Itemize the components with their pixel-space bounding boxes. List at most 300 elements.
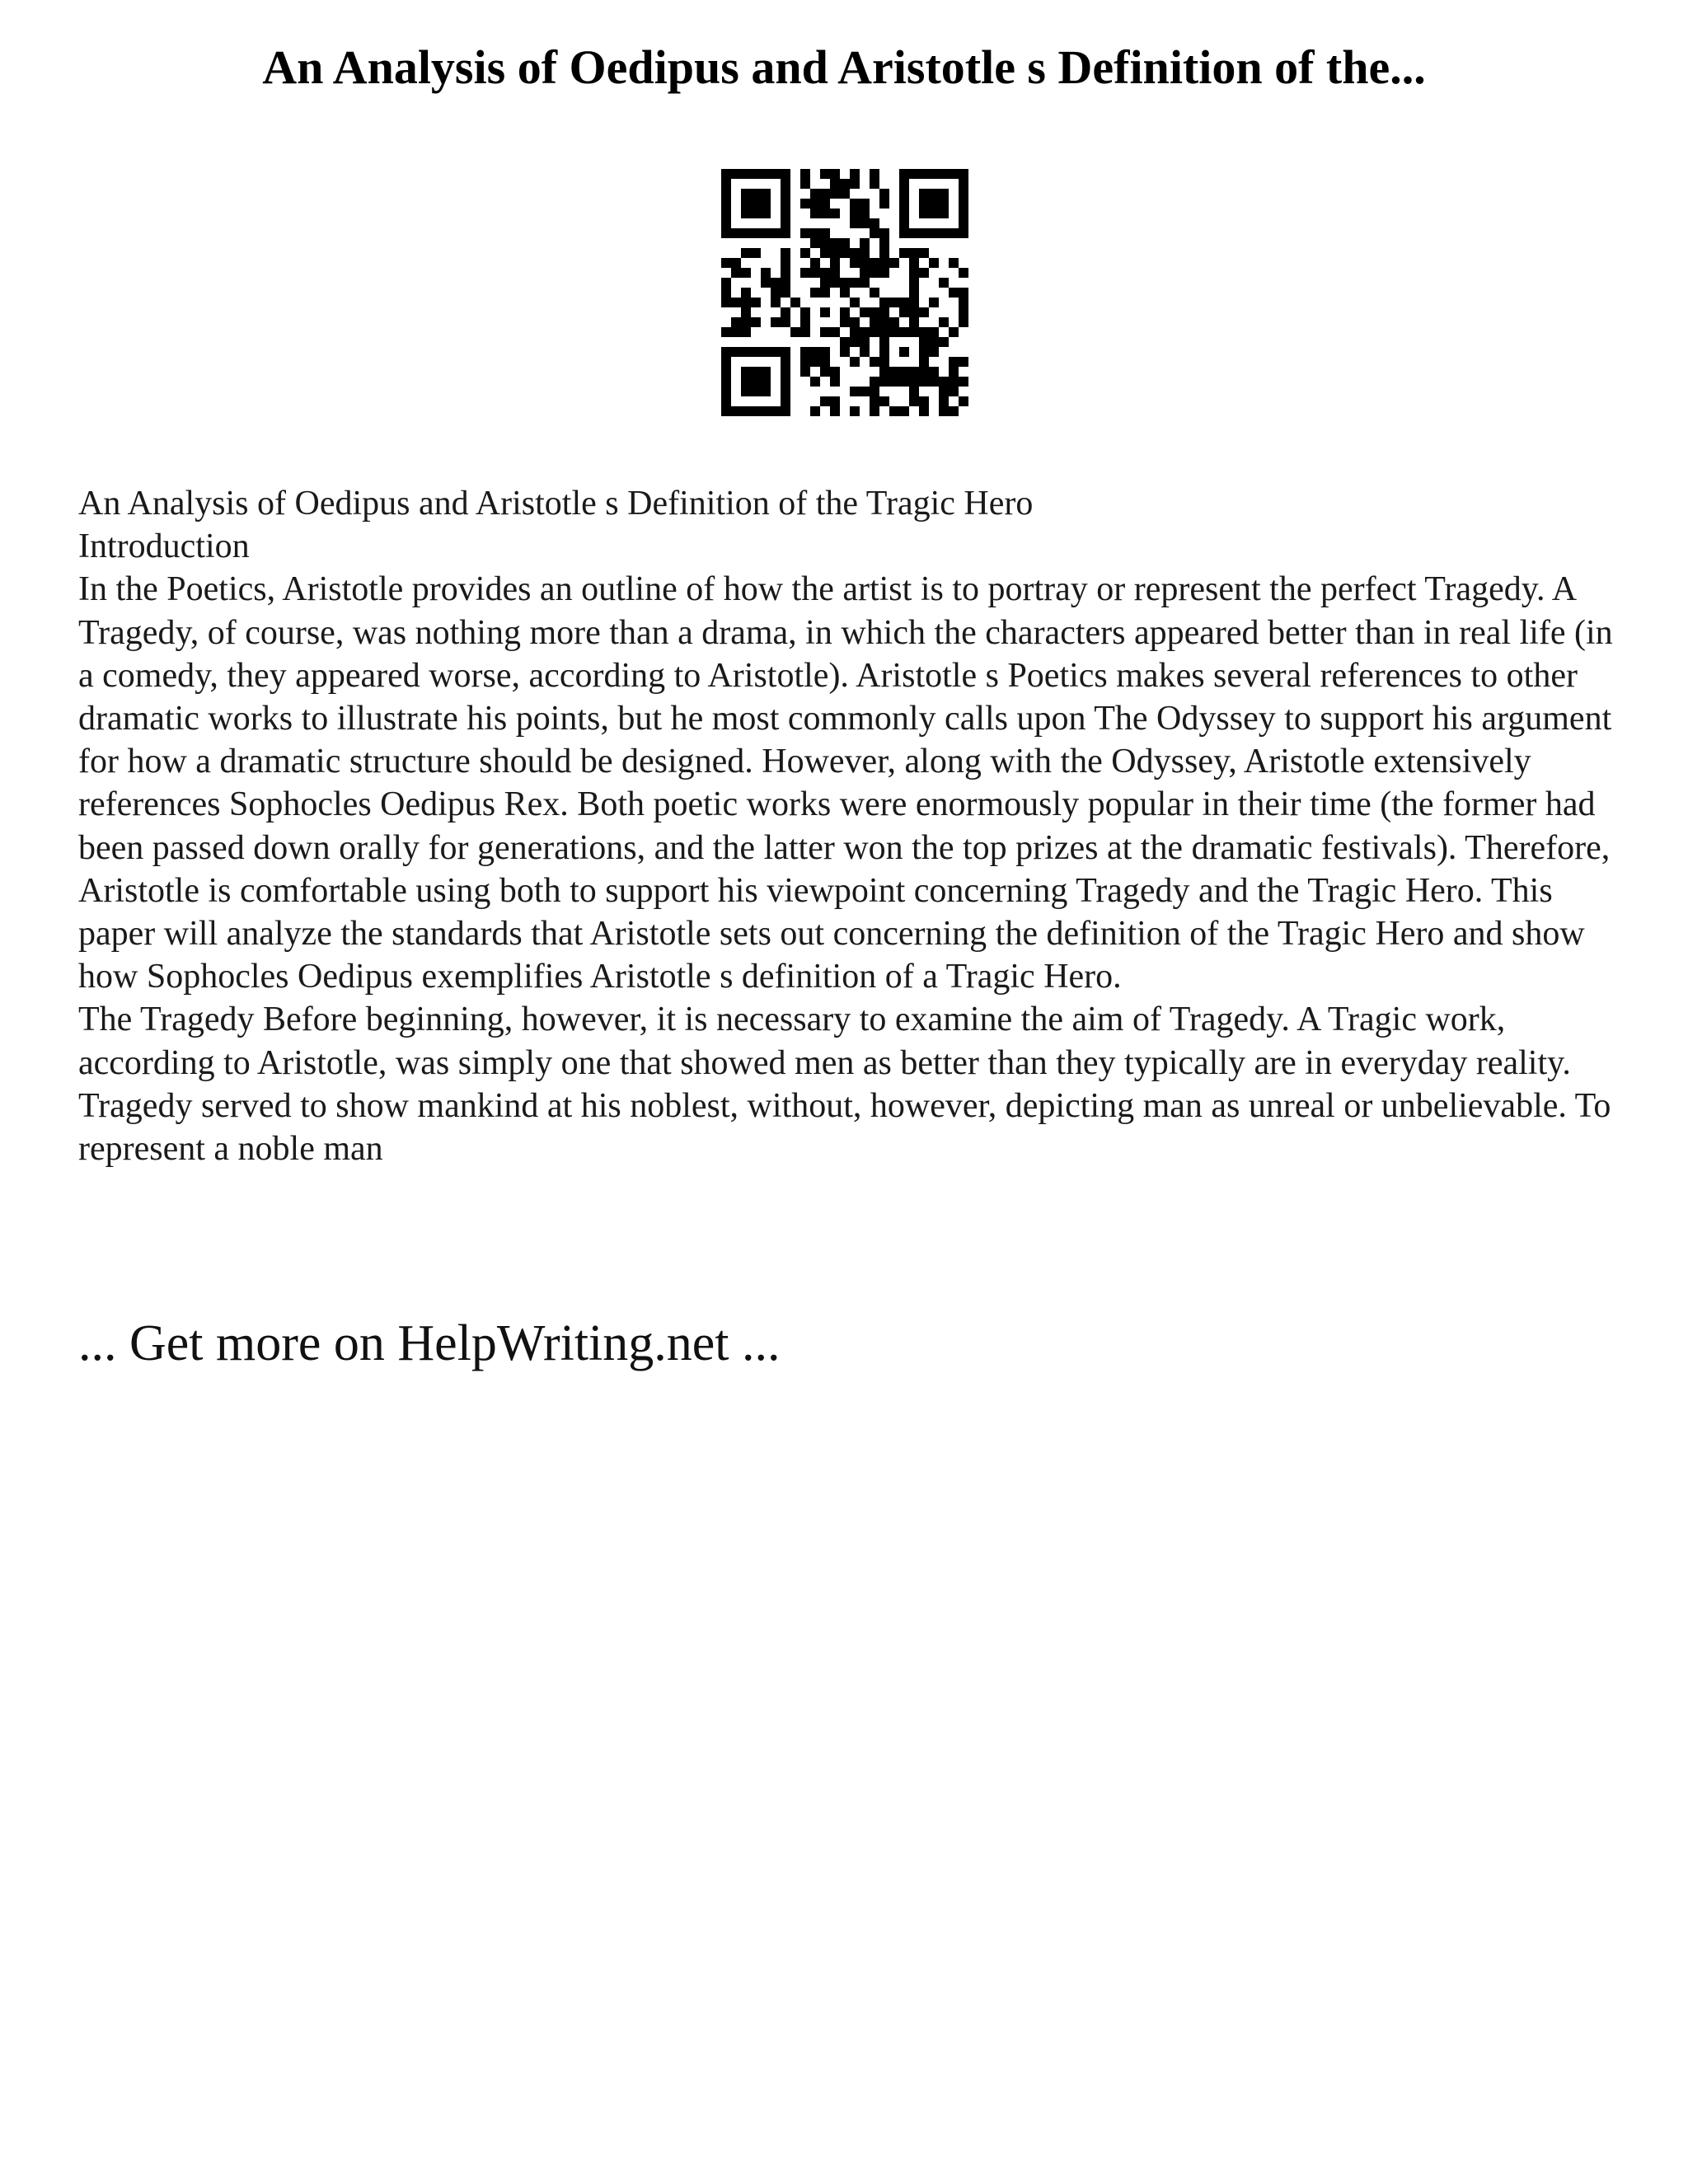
qr-module: [850, 218, 860, 228]
qr-module: [771, 278, 781, 288]
qr-module: [840, 179, 850, 189]
qr-module: [771, 169, 781, 179]
qr-module: [751, 347, 761, 357]
qr-module: [820, 396, 830, 406]
qr-module: [820, 347, 830, 357]
qr-module: [959, 189, 968, 199]
qr-module: [909, 228, 919, 238]
qr-module: [721, 199, 731, 209]
qr-module: [919, 347, 929, 357]
qr-module: [959, 377, 968, 387]
qr-module: [721, 396, 731, 406]
qr-module: [790, 327, 800, 337]
qr-module: [939, 169, 949, 179]
qr-module: [800, 199, 810, 209]
qr-module: [810, 228, 820, 238]
qr-module: [771, 288, 781, 298]
qr-module: [810, 406, 820, 416]
qr-module: [929, 169, 939, 179]
qr-module: [889, 258, 899, 268]
qr-module: [800, 347, 810, 357]
qr-module: [800, 317, 810, 327]
qr-module: [741, 268, 751, 278]
qr-module: [939, 317, 949, 327]
qr-module: [741, 347, 751, 357]
qr-module: [919, 307, 929, 317]
qr-module: [731, 406, 741, 416]
qr-module: [830, 238, 840, 248]
qr-module: [810, 209, 820, 218]
qr-module: [751, 298, 761, 307]
document-title: An Analysis of Oedipus and Aristotle s Definition of the...: [262, 40, 1426, 94]
qr-module: [810, 288, 820, 298]
qr-module: [830, 377, 840, 387]
qr-module: [899, 298, 909, 307]
qr-module: [761, 209, 771, 218]
qr-module: [870, 228, 879, 238]
qr-module: [879, 248, 889, 258]
get-more-link[interactable]: ... Get more on HelpWriting.net ...: [78, 1315, 781, 1371]
qr-module: [761, 278, 771, 288]
qr-module: [850, 337, 860, 347]
qr-module: [781, 268, 790, 278]
qr-module: [949, 327, 959, 337]
qr-module: [959, 288, 968, 298]
qr-module: [840, 238, 850, 248]
qr-module: [840, 347, 850, 357]
qr-module: [959, 317, 968, 327]
qr-module: [949, 387, 959, 396]
qr-module: [919, 367, 929, 377]
qr-module: [830, 169, 840, 179]
qr-code-graphic: [721, 169, 968, 416]
qr-module: [810, 238, 820, 248]
qr-module: [840, 189, 850, 199]
qr-module: [959, 396, 968, 406]
qr-module: [860, 218, 870, 228]
qr-module: [899, 307, 909, 317]
qr-module: [781, 218, 790, 228]
qr-module: [929, 209, 939, 218]
qr-module: [899, 367, 909, 377]
qr-module: [929, 367, 939, 377]
qr-module: [721, 209, 731, 218]
qr-module: [781, 228, 790, 238]
qr-module: [860, 268, 870, 278]
qr-module: [820, 238, 830, 248]
qr-module: [731, 298, 741, 307]
qr-module: [899, 179, 909, 189]
qr-module: [870, 288, 879, 298]
qr-module: [781, 317, 790, 327]
qr-module: [840, 278, 850, 288]
qr-module: [870, 169, 879, 179]
qr-module: [879, 317, 889, 327]
qr-module: [761, 169, 771, 179]
qr-module: [909, 169, 919, 179]
qr-module: [850, 258, 860, 268]
qr-module: [939, 189, 949, 199]
qr-module: [889, 327, 899, 337]
qr-module: [810, 357, 820, 367]
qr-module: [741, 169, 751, 179]
qr-module: [781, 278, 790, 288]
qr-module: [909, 288, 919, 298]
qr-module: [919, 357, 929, 367]
qr-module: [929, 189, 939, 199]
qr-module: [741, 189, 751, 199]
qr-module: [899, 377, 909, 387]
qr-module: [850, 179, 860, 189]
qr-module: [721, 228, 731, 238]
qr-module: [810, 347, 820, 357]
qr-module: [741, 248, 751, 258]
qr-module: [909, 387, 919, 396]
qr-module: [731, 258, 741, 268]
qr-module: [810, 268, 820, 278]
qr-module: [889, 377, 899, 387]
qr-module: [781, 347, 790, 357]
qr-module: [870, 258, 879, 268]
qr-module: [919, 209, 929, 218]
qr-module: [919, 228, 929, 238]
qr-module: [721, 179, 731, 189]
qr-module: [741, 377, 751, 387]
qr-module: [939, 387, 949, 396]
qr-module: [850, 199, 860, 209]
qr-module: [899, 199, 909, 209]
qr-module: [751, 387, 761, 396]
qr-module: [781, 357, 790, 367]
qr-module: [870, 317, 879, 327]
qr-module: [909, 307, 919, 317]
qr-module: [870, 307, 879, 317]
qr-module: [781, 377, 790, 387]
qr-module: [761, 377, 771, 387]
qr-module: [939, 199, 949, 209]
qr-module: [810, 377, 820, 387]
qr-module: [761, 268, 771, 278]
qr-module: [909, 268, 919, 278]
qr-module: [870, 327, 879, 337]
qr-module: [800, 367, 810, 377]
qr-module: [731, 327, 741, 337]
qr-module: [741, 406, 751, 416]
qr-module: [919, 337, 929, 347]
qr-module: [830, 258, 840, 268]
qr-module: [731, 347, 741, 357]
qr-module: [850, 248, 860, 258]
qr-module: [870, 179, 879, 189]
qr-module: [879, 367, 889, 377]
qr-module: [830, 248, 840, 258]
qr-module: [741, 228, 751, 238]
qr-module: [781, 367, 790, 377]
qr-module: [860, 387, 870, 396]
qr-module: [929, 228, 939, 238]
qr-module: [731, 317, 741, 327]
qr-module: [751, 228, 761, 238]
qr-module: [781, 396, 790, 406]
qr-module: [899, 169, 909, 179]
qr-module: [879, 377, 889, 387]
qr-module: [909, 298, 919, 307]
qr-module: [820, 357, 830, 367]
qr-module: [929, 327, 939, 337]
qr-module: [781, 258, 790, 268]
qr-module: [929, 377, 939, 387]
qr-module: [860, 278, 870, 288]
qr-module: [761, 367, 771, 377]
qr-module: [721, 357, 731, 367]
qr-module: [870, 377, 879, 387]
body-paragraph: The Tragedy Before beginning, however, it is necessary to examine the aim of Tragedy. A Tragic work, according to Aristotle, was simply one that showed men as better than they typically are in everyday reality. Tragedy served to show mankind at his noblest, without, however, depicting man as unreal or unbelievable. To represent a noble man: [78, 1001, 1611, 1169]
qr-module: [889, 317, 899, 327]
qr-module: [721, 377, 731, 387]
qr-module: [929, 199, 939, 209]
qr-module: [919, 377, 929, 387]
qr-module: [810, 189, 820, 199]
qr-module: [731, 169, 741, 179]
qr-module: [810, 199, 820, 209]
qr-module: [850, 278, 860, 288]
qr-module: [919, 248, 929, 258]
qr-module: [761, 387, 771, 396]
qr-module: [830, 209, 840, 218]
qr-module: [820, 367, 830, 377]
qr-module: [870, 218, 879, 228]
qr-module: [860, 238, 870, 248]
qr-module: [751, 248, 761, 258]
qr-module: [909, 248, 919, 258]
qr-module: [939, 209, 949, 218]
qr-module: [741, 199, 751, 209]
qr-module: [751, 169, 761, 179]
qr-module: [919, 406, 929, 416]
qr-module: [879, 357, 889, 367]
qr-module: [949, 288, 959, 298]
section-heading: Introduction: [78, 527, 250, 566]
qr-module: [860, 327, 870, 337]
qr-module: [919, 327, 929, 337]
qr-module: [850, 406, 860, 416]
qr-module: [761, 228, 771, 238]
qr-module: [781, 199, 790, 209]
qr-module: [830, 179, 840, 189]
qr-module: [721, 258, 731, 268]
qr-module: [721, 218, 731, 228]
qr-module: [830, 278, 840, 288]
qr-module: [781, 406, 790, 416]
qr-module: [909, 377, 919, 387]
qr-module: [959, 298, 968, 307]
qr-module: [850, 387, 860, 396]
qr-module: [840, 288, 850, 298]
qr-module: [870, 406, 879, 416]
qr-module: [850, 327, 860, 337]
qr-module: [830, 268, 840, 278]
qr-module: [860, 337, 870, 347]
qr-module: [959, 199, 968, 209]
qr-module: [929, 337, 939, 347]
qr-module: [889, 367, 899, 377]
qr-module: [909, 278, 919, 288]
qr-module: [781, 179, 790, 189]
qr-module: [781, 209, 790, 218]
qr-module: [949, 228, 959, 238]
qr-module: [959, 179, 968, 189]
qr-module: [949, 406, 959, 416]
qr-module: [850, 209, 860, 218]
qr-module: [721, 387, 731, 396]
qr-module: [800, 327, 810, 337]
qr-module: [810, 258, 820, 268]
qr-module: [751, 377, 761, 387]
qr-module: [840, 337, 850, 347]
qr-module: [929, 298, 939, 307]
qr-module: [860, 199, 870, 209]
qr-module: [800, 179, 810, 189]
qr-module: [870, 387, 879, 396]
qr-module: [721, 189, 731, 199]
qr-module: [840, 317, 850, 327]
qr-module: [909, 317, 919, 327]
qr-module: [781, 288, 790, 298]
qr-module: [790, 298, 800, 307]
qr-module: [771, 298, 781, 307]
qr-module: [721, 278, 731, 288]
qr-module: [830, 367, 840, 377]
qr-module: [899, 327, 909, 337]
qr-module: [939, 396, 949, 406]
qr-module: [751, 317, 761, 327]
qr-module: [919, 199, 929, 209]
qr-module: [771, 317, 781, 327]
qr-module: [959, 268, 968, 278]
qr-module: [731, 268, 741, 278]
qr-module: [939, 337, 949, 347]
qr-module: [879, 327, 889, 337]
qr-module: [929, 347, 939, 357]
qr-module: [741, 387, 751, 396]
qr-module: [899, 189, 909, 199]
qr-module: [860, 258, 870, 268]
qr-module: [781, 248, 790, 258]
qr-module: [800, 357, 810, 367]
qr-module: [741, 298, 751, 307]
qr-module: [840, 248, 850, 258]
qr-module: [741, 317, 751, 327]
qr-module: [909, 367, 919, 377]
qr-module: [820, 189, 830, 199]
qr-module: [800, 268, 810, 278]
qr-module: [949, 377, 959, 387]
qr-module: [879, 337, 889, 347]
qr-module: [949, 258, 959, 268]
qr-module: [850, 357, 860, 367]
qr-module: [800, 228, 810, 238]
qr-module: [899, 218, 909, 228]
qr-module: [850, 317, 860, 327]
qr-module: [781, 307, 790, 317]
document-body: [78, 482, 1628, 1170]
qr-module: [751, 209, 761, 218]
qr-module: [899, 347, 909, 357]
qr-module: [751, 199, 761, 209]
qr-module: [761, 199, 771, 209]
qr-module: [919, 189, 929, 199]
qr-module: [771, 347, 781, 357]
qr-module: [959, 169, 968, 179]
qr-module: [771, 228, 781, 238]
qr-module: [781, 189, 790, 199]
body-paragraph: In the Poetics, Aristotle provides an outline of how the artist is to portray or represent the perfect Tragedy. A Tragedy, of course, was nothing more than a drama, in which the characters appeared better than in real life (in a comedy, they appeared worse, according to Aristotle). Aristotle s Poetics makes several references to other dramatic works to illustrate his points, but he most commonly calls upon The Odyssey to support his argument for how a dramatic structure should be designed. However, along with the Odyssey, Aristotle extensively references Sophocles Oedipus Rex. Both poetic works were enormously popular in their time (the former had been passed down orally for generations, and the latter won the top prizes at the dramatic festivals). Therefore, Aristotle is comfortable using both to support his viewpoint concerning Tragedy and the Tragic Hero. This paper will analyze the standards that Aristotle sets out concerning the definition of the Tragic Hero and show how Sophocles Oedipus exemplifies Aristotle s definition of a Tragic Hero.: [78, 570, 1613, 996]
qr-module: [741, 367, 751, 377]
qr-module: [959, 307, 968, 317]
qr-module: [879, 258, 889, 268]
qr-code-icon: [721, 169, 968, 416]
qr-module: [850, 169, 860, 179]
qr-module: [820, 169, 830, 179]
qr-module: [899, 248, 909, 258]
qr-module: [899, 228, 909, 238]
qr-module: [860, 248, 870, 258]
qr-module: [721, 347, 731, 357]
qr-module: [949, 367, 959, 377]
qr-module: [761, 189, 771, 199]
qr-module: [721, 169, 731, 179]
qr-module: [949, 169, 959, 179]
qr-module: [899, 209, 909, 218]
qr-module: [850, 298, 860, 307]
qr-module: [929, 258, 939, 268]
qr-module: [860, 209, 870, 218]
qr-module: [721, 327, 731, 337]
qr-module: [741, 288, 751, 298]
qr-module: [820, 278, 830, 288]
qr-module: [800, 169, 810, 179]
qr-module: [830, 189, 840, 199]
qr-module: [800, 248, 810, 258]
qr-module: [820, 209, 830, 218]
qr-module: [751, 367, 761, 377]
qr-module: [919, 169, 929, 179]
qr-module: [959, 218, 968, 228]
qr-module: [830, 406, 840, 416]
qr-module: [741, 209, 751, 218]
qr-module: [771, 406, 781, 416]
qr-module: [820, 288, 830, 298]
qr-module: [820, 307, 830, 317]
qr-module: [959, 228, 968, 238]
qr-module: [820, 228, 830, 238]
qr-module: [860, 347, 870, 357]
qr-module: [721, 298, 731, 307]
qr-module: [751, 189, 761, 199]
qr-module: [879, 307, 889, 317]
qr-module: [889, 298, 899, 307]
qr-module: [721, 406, 731, 416]
qr-module: [879, 396, 889, 406]
qr-module: [879, 347, 889, 357]
qr-module: [909, 396, 919, 406]
qr-module: [909, 327, 919, 337]
qr-module: [761, 406, 771, 416]
qr-module: [909, 258, 919, 268]
qr-module: [781, 387, 790, 396]
qr-module: [870, 357, 879, 367]
qr-module: [959, 357, 968, 367]
